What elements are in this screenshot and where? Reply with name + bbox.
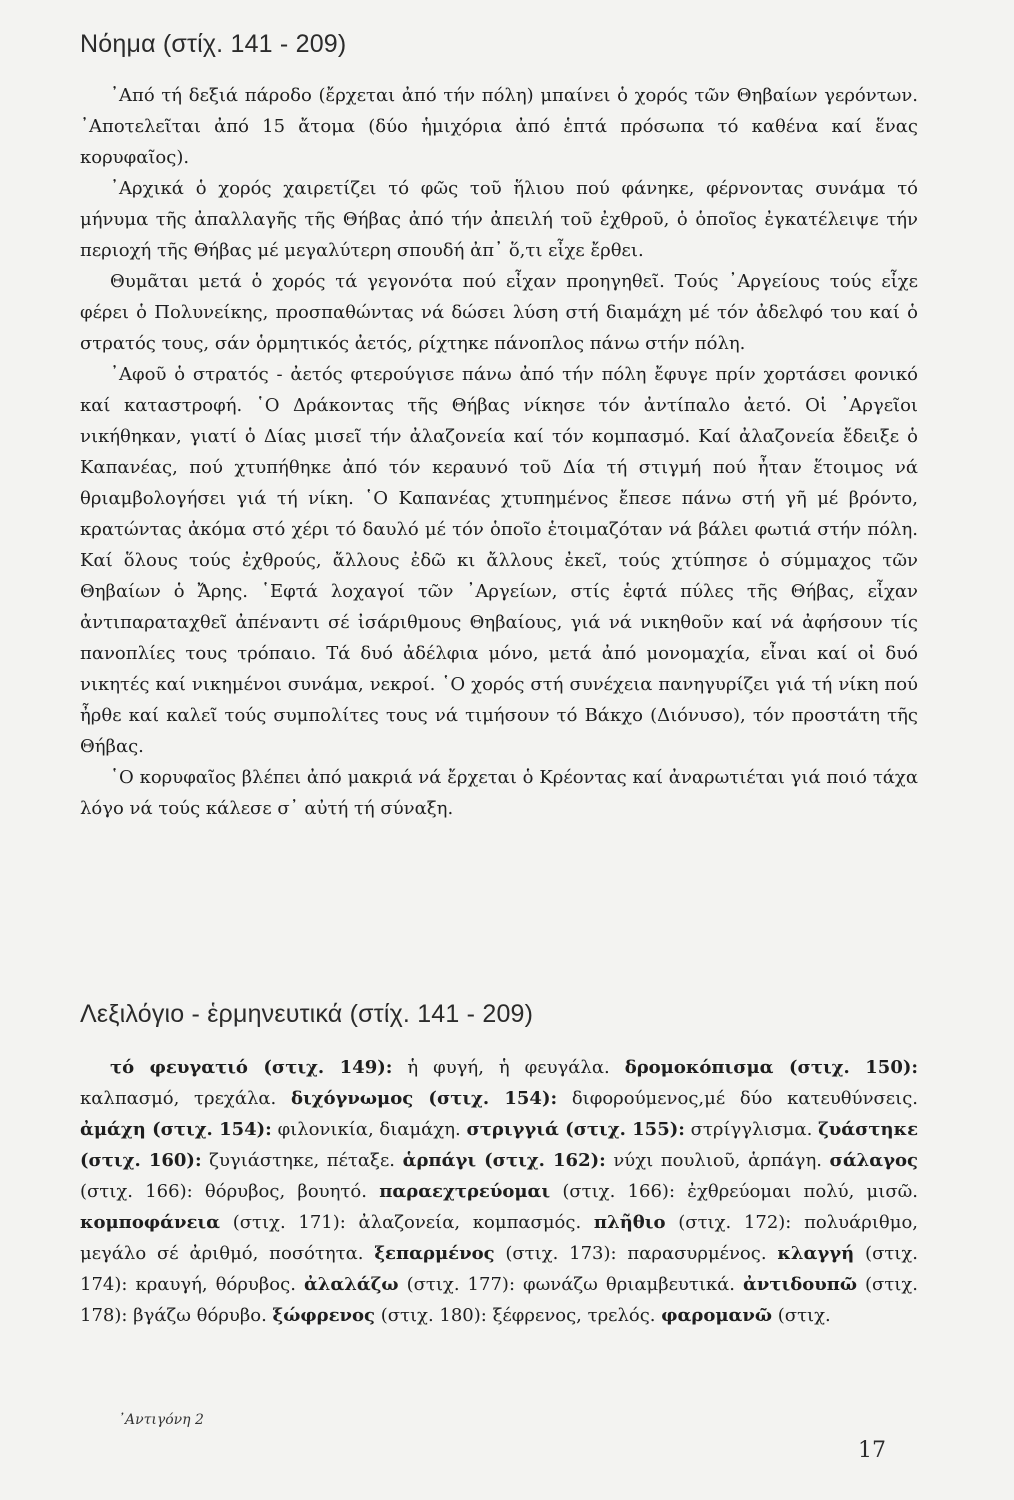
glossary-term: ζυάστηκε (στιχ. 160): bbox=[80, 1119, 919, 1171]
glossary-definition: (στιχ. 166): ἐχθρεύομαι πολύ, μισῶ. bbox=[550, 1181, 918, 1202]
glossary-definition: διφορούμενος,μέ δύο κατευθύνσεις. bbox=[557, 1088, 918, 1109]
paragraph: Θυμᾶται μετά ὁ χορός τά γεγονότα πού εἶχαν προηγηθεῖ. Τούς ᾿Αργείους τούς εἶχε φέρει ὁ Πολυνείκης, προσπαθώντας νά δώσει λύση στή διαμάχη μέ τόν ἀδελφό του καί ὁ στρατός τους, σάν ὁρμητικός ἀετός, ρίχτηκε πάνοπλος πάνω στήν πόλη. bbox=[80, 271, 918, 354]
glossary-paragraph bbox=[80, 1052, 918, 1331]
glossary-definition: στρίγγλισμα. bbox=[684, 1119, 819, 1140]
glossary-term: ἀμάχη (στιχ. 154): bbox=[80, 1119, 272, 1140]
glossary-definition: καλπασμό, τρεχάλα. bbox=[80, 1088, 291, 1109]
glossary-definition: φιλονικία, διαμάχη. bbox=[271, 1119, 467, 1140]
glossary-definition: (στιχ. 177): φωνάζω θριαμβευτικά. bbox=[398, 1274, 744, 1295]
footer-running-title: ᾿Αντιγόνη 2 bbox=[118, 1412, 204, 1428]
glossary-term: παραεχτρεύομαι bbox=[379, 1181, 551, 1202]
glossary-definition: (στιχ. 171): ἀλαζονεία, κομπασμός. bbox=[219, 1212, 594, 1233]
glossary-definition: ἡ φυγή, ἡ φευγάλα. bbox=[392, 1057, 625, 1078]
glossary-term: τό φευγατιό (στιχ. 149): bbox=[110, 1057, 393, 1078]
glossary-term: ἁρπάγι (στιχ. 162): bbox=[402, 1150, 606, 1171]
glossary-term: ξεπαρμένος bbox=[374, 1243, 495, 1264]
glossary-definition: ζυγιάστηκε, πέταξε. bbox=[201, 1150, 403, 1171]
section-heading-lexilogio: Λεξιλόγιο - ἑρμηνευτικά (στίχ. 141 - 209) bbox=[80, 1000, 534, 1028]
glossary-term: σάλαγος bbox=[829, 1150, 918, 1171]
glossary-term: δρομοκόπισμα (στιχ. 150): bbox=[624, 1057, 919, 1078]
paragraph: ᾿Από τή δεξιά πάροδο (ἔρχεται ἀπό τήν πόλη) μπαίνει ὁ χορός τῶν Θηβαίων γερόντων. ᾿Αποτελεῖται ἀπό 15 ἄτομα (δύο ἡμιχόρια ἀπό ἑπτά πρόσωπα τό καθένα καί ἕνας κορυφαῖος). bbox=[80, 85, 918, 168]
section-heading-nohma: Νόημα (στίχ. 141 - 209) bbox=[80, 30, 347, 58]
glossary-term: διχόγνωμος (στιχ. 154): bbox=[290, 1088, 558, 1109]
glossary-term: πλῆθιο bbox=[593, 1212, 666, 1233]
glossary-term: ἀλαλάζω bbox=[303, 1274, 399, 1295]
glossary-definition: νύχι πουλιοῦ, ἁρπάγη. bbox=[605, 1150, 830, 1171]
glossary-definition: (στιχ. bbox=[772, 1305, 831, 1326]
glossary-term: φαρομανῶ bbox=[661, 1305, 773, 1326]
glossary-term: ἀντιδουπῶ bbox=[743, 1274, 858, 1295]
glossary-text bbox=[80, 1052, 918, 1331]
paragraph: ῾Ο κορυφαῖος βλέπει ἀπό μακριά νά ἔρχεται ὁ Κρέοντας καί ἀναρωτιέται γιά ποιό τάχα λόγο νά τούς κάλεσε σ᾿ αὐτή τή σύναξη. bbox=[80, 767, 918, 819]
glossary-term: ξώφρενος bbox=[272, 1305, 375, 1326]
glossary-definition: (στιχ. 166): θόρυβος, βουητό. bbox=[80, 1181, 380, 1202]
glossary-definition: (στιχ. 174): κραυγή, θόρυβος. bbox=[80, 1243, 918, 1295]
page-number: 17 bbox=[858, 1438, 886, 1463]
glossary-term: κλαγγή bbox=[777, 1243, 855, 1264]
glossary-definition: (στιχ. 178): βγάζω θόρυβο. bbox=[80, 1274, 918, 1326]
glossary-definition: (στιχ. 172): πολυάριθμο, μεγάλο σέ ἀριθμό, ποσότητα. bbox=[80, 1212, 919, 1264]
glossary-definition: (στιχ. 173): παρασυρμένος. bbox=[494, 1243, 778, 1264]
nohma-text bbox=[80, 80, 918, 824]
paragraph: ᾿Αφοῦ ὁ στρατός - ἀετός φτερούγισε πάνω ἀπό τήν πόλη ἔφυγε πρίν χορτάσει φονικό καί καταστροφή. ῾Ο Δράκοντας τῆς Θήβας νίκησε τόν ἀντίπαλο ἀετό. Οἱ ᾿Αργεῖοι νικήθηκαν, γιατί ὁ Δίας μισεῖ τήν ἀλαζονεία καί τόν κομπασμό. Καί ἀλαζονεία ἔδειξε ὁ Καπανέας, πού χτυπήθηκε ἀπό τόν κεραυνό τοῦ Δία τή στιγμή πού ἦταν ἕτοιμος νά θριαμβολογήσει γιά τή νίκη. ῾Ο Καπανέας χτυπημένος ἔπεσε πάνω στή γῆ μέ βρόντο, κρατώντας ἀκόμα στό χέρι τό δαυλό μέ τόν ὁποῖο ἑτοιμαζόταν νά βάλει φωτιά στήν πόλη. Καί ὅλους τούς ἐχθρούς, ἄλλους ἐδῶ κι ἄλλους ἐκεῖ, τούς χτύπησε ὁ σύμμαχος τῶν Θηβαίων ὁ Ἄρης. ῾Εφτά λοχαγοί τῶν ᾿Αργείων, στίς ἑφτά πύλες τῆς Θήβας, εἶχαν ἀντιπαραταχθεῖ ἀπέναντι σέ ἰσάριθμους Θηβαίους, γιά νά νικηθοῦν καί νά ἀφήσουν τίς πανοπλίες τους τρόπαιο. Τά δυό ἀδέλφια μόνο, μετά ἀπό μονομαχία, εἶναι καί οἱ δυό νικητές καί νικημένοι συνάμα, νεκροί. ῾Ο χορός στή συνέχεια πανηγυρίζει γιά τή νίκη πού ἦρθε καί καλεῖ τούς συμπολίτες τους νά τιμήσουν τό Βάκχο (Διόνυσο), τόν προστάτη τῆς Θήβας. bbox=[80, 364, 918, 757]
paragraph: ᾿Αρχικά ὁ χορός χαιρετίζει τό φῶς τοῦ ἥλιου πού φάνηκε, φέρνοντας συνάμα τό μήνυμα τῆς ἀπαλλαγῆς τῆς Θήβας ἀπό τήν ἀπειλή τοῦ ἐχθροῦ, ὁ ὁποῖος ἐγκατέλειψε τήν περιοχή τῆς Θήβας μέ μεγαλύτερη σπουδή ἀπ᾿ ὅ,τι εἶχε ἔρθει. bbox=[80, 178, 918, 261]
glossary-definition: (στιχ. 180): ξέφρενος, τρελός. bbox=[375, 1305, 662, 1326]
glossary-term: κομποφάνεια bbox=[80, 1212, 220, 1233]
glossary-term: στριγγιά (στιχ. 155): bbox=[466, 1119, 685, 1140]
